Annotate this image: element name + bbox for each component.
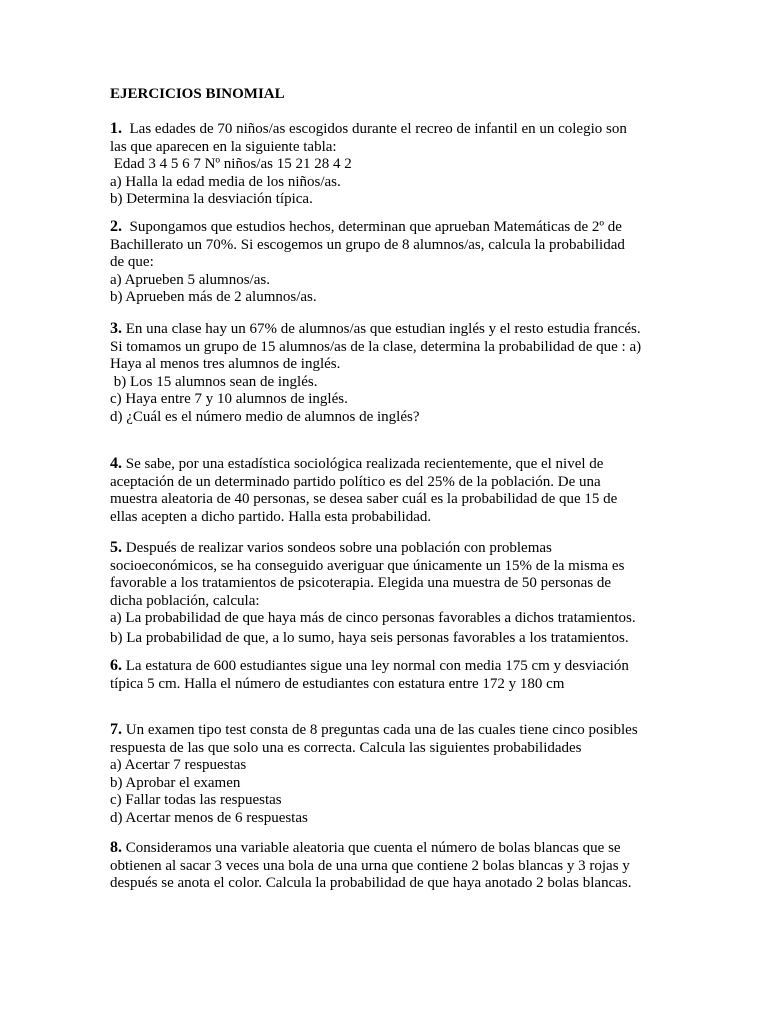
problem-text: Supongamos que estudios hechos, determinan que aprueban Matemáticas de 2º de (122, 219, 622, 235)
problem-line (110, 539, 670, 558)
problem-number: 4. (110, 455, 122, 472)
problem-text: muestra aleatoria de 40 personas, se desea saber cuál es la probabilidad de que 15 de (110, 491, 618, 508)
problem-text: Consideramos una variable aleatoria que cuenta el número de bolas blancas que se (122, 840, 621, 856)
question-a: Haya al menos tres alumnos de inglés. (110, 356, 341, 373)
problem-line (110, 218, 670, 237)
page-title: EJERCICIOS BINOMIAL (110, 86, 285, 102)
problem-text: La estatura de 600 estudiantes sigue una ley normal con media 175 cm y desviación (122, 658, 629, 674)
question-a: a) Aprueben 5 alumnos/as. (110, 271, 270, 288)
problem-line (110, 657, 670, 676)
problem-text: ellas acepten a dicho partido. Halla esta probabilidad. (110, 508, 432, 525)
problem-2 (110, 218, 670, 307)
problem-text: de que: (110, 254, 154, 271)
problem-text: Bachillerato un 70%. Si escogemos un grupo de 8 alumnos/as, calcula la probabilidad (110, 236, 625, 253)
problem-text: aceptación de un determinado partido político es del 25% de la población. De una (110, 473, 601, 490)
problem-text: En una clase hay un 67% de alumnos/as que estudian inglés y el resto estudia francés. (122, 321, 641, 337)
problem-text: obtienen al sacar 3 veces una bola de una urna que contiene 2 bolas blancas y 3 rojas y (110, 857, 630, 874)
problem-text: las que aparecen en la siguiente tabla: (110, 138, 337, 155)
problem-text: Se sabe, por una estadística sociológica realizada recientemente, que el nivel de (122, 456, 604, 472)
question-d: d) Acertar menos de 6 respuestas (110, 809, 308, 826)
problem-line (110, 721, 670, 740)
problem-text: dicha población, calcula: (110, 592, 260, 609)
problem-number: 2. (110, 218, 122, 235)
question-a: a) Halla la edad media de los niños/as. (110, 173, 341, 190)
problem-8 (110, 839, 670, 893)
problem-line (110, 120, 670, 139)
question-b: b) La probabilidad de que, a lo sumo, haya seis personas favorables a los tratamientos. (110, 630, 629, 647)
problem-7 (110, 721, 670, 828)
problem-number: 6. (110, 657, 122, 674)
problem-4 (110, 455, 670, 526)
problem-number: 7. (110, 721, 122, 738)
problem-number: 3. (110, 320, 122, 337)
question-b: b) Los 15 alumnos sean de inglés. (110, 373, 318, 390)
question-a: a) La probabilidad de que haya más de cinco personas favorables a dichos tratamientos. (110, 610, 636, 627)
problem-1 (110, 120, 670, 209)
problem-line (110, 839, 670, 858)
problem-3 (110, 320, 670, 427)
problem-6 (110, 657, 670, 693)
question-c: c) Fallar todas las respuestas (110, 792, 282, 809)
question-b: b) Aprueben más de 2 alumnos/as. (110, 289, 317, 306)
question-a: a) Acertar 7 respuestas (110, 757, 247, 774)
question-c: c) Haya entre 7 y 10 alumnos de inglés. (110, 391, 348, 408)
problem-text: Un examen tipo test consta de 8 preguntas cada una de las cuales tiene cinco posibles (122, 722, 638, 738)
problem-text: socioeconómicos, se ha conseguido averiguar que únicamente un 15% de la misma es (110, 557, 625, 574)
question-d: d) ¿Cuál es el número medio de alumnos de inglés? (110, 408, 420, 425)
problem-number: 5. (110, 539, 122, 556)
problem-line (110, 320, 670, 339)
problem-text: respuesta de las que solo una es correcta. Calcula las siguientes probabilidades (110, 739, 582, 756)
problem-text: Si tomamos un grupo de 15 alumnos/as de la clase, determina la probabilidad de que : a) (110, 338, 642, 355)
question-b: b) Determina la desviación típica. (110, 191, 313, 208)
problem-text: típica 5 cm. Halla el número de estudiantes con estatura entre 172 y 180 cm (110, 675, 565, 692)
problem-number: 1. (110, 120, 122, 137)
problem-text: favorable a los tratamientos de psicoterapia. Elegida una muestra de 50 personas de (110, 575, 612, 592)
problem-5 (110, 539, 670, 648)
problem-text: Las edades de 70 niños/as escogidos durante el recreo de infantil en un colegio son (122, 121, 627, 137)
problem-line (110, 455, 670, 474)
problem-text: después se anota el color. Calcula la probabilidad de que haya anotado 2 bolas blancas. (110, 875, 632, 892)
problem-number: 8. (110, 839, 122, 856)
question-b: b) Aprobar el examen (110, 774, 241, 791)
data-table-text: Edad 3 4 5 6 7 Nº niños/as 15 21 28 4 2 (110, 156, 352, 173)
problem-text: Después de realizar varios sondeos sobre una población con problemas (122, 540, 552, 556)
